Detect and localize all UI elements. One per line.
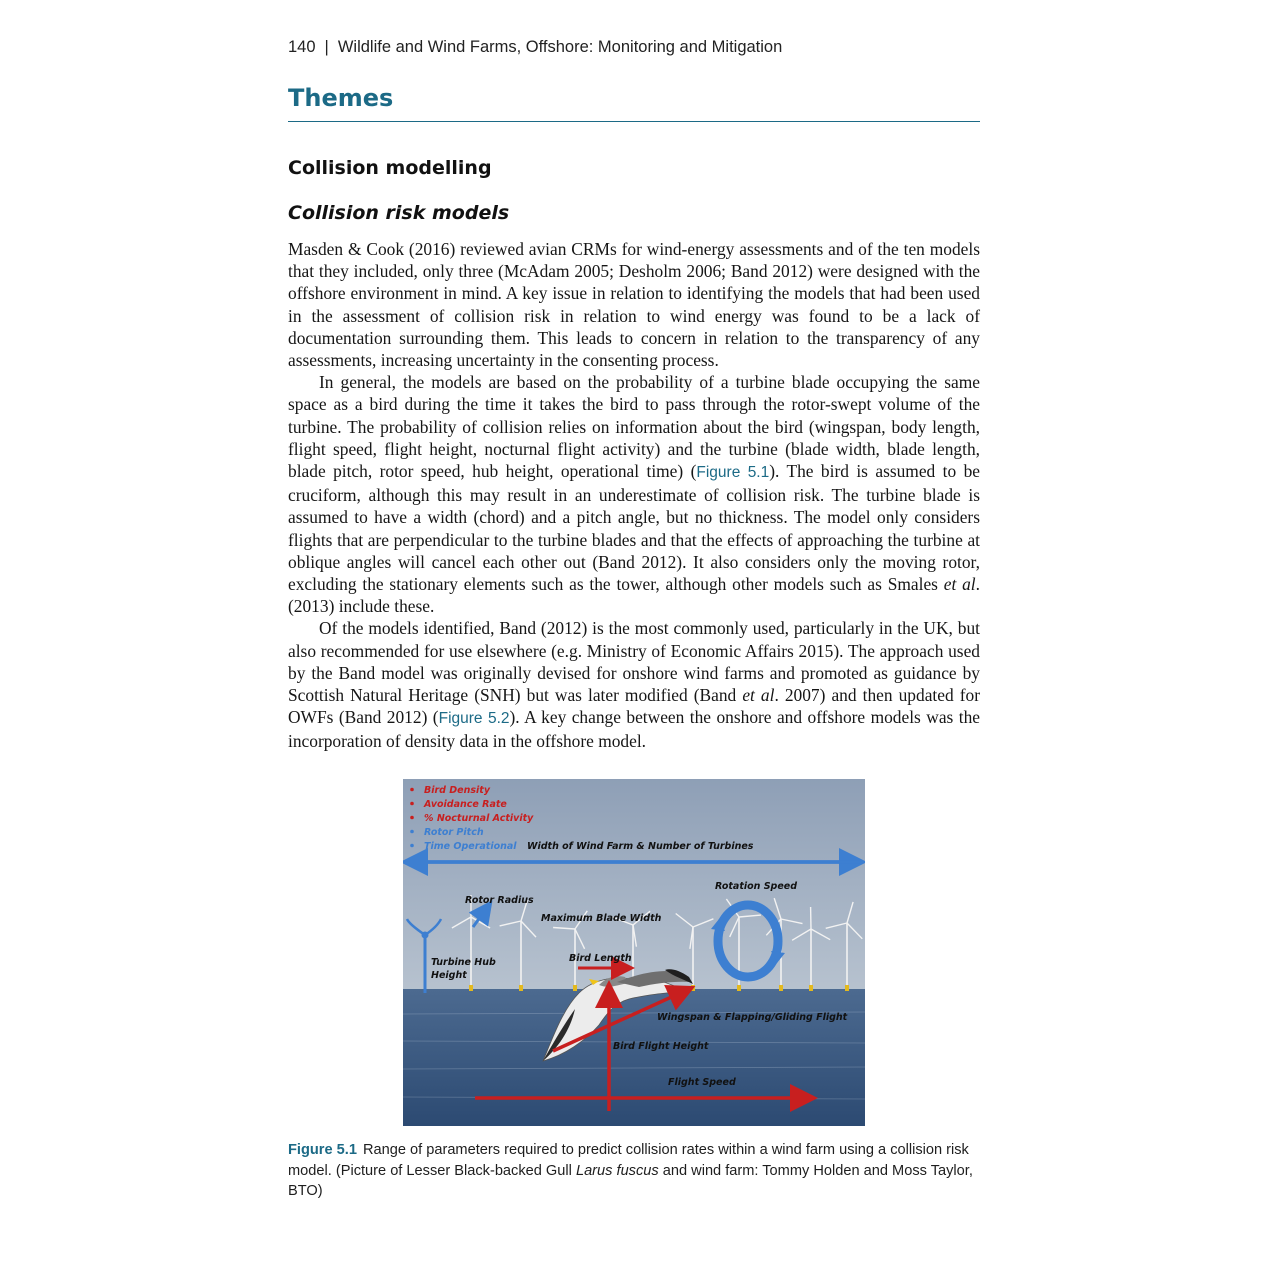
turbine-base bbox=[779, 985, 783, 991]
figure-caption bbox=[288, 1140, 980, 1202]
legend-item: Time Operational bbox=[424, 841, 517, 852]
bird-length-label: Bird Length bbox=[569, 953, 632, 964]
subsection-heading: Collision risk models bbox=[288, 202, 510, 224]
et-al-text: et al bbox=[943, 574, 976, 595]
legend-bullet bbox=[410, 802, 414, 806]
turbine-base bbox=[809, 985, 813, 991]
legend-bullet bbox=[410, 816, 414, 820]
flight-height-label: Bird Flight Height bbox=[613, 1041, 709, 1052]
figure-5-1 bbox=[403, 779, 865, 1126]
book-title: Wildlife and Wind Farms, Offshore: Monitoring and Mitigation bbox=[337, 38, 783, 56]
paragraph-2-text-c: . (2013) include these. bbox=[288, 574, 980, 617]
page-number: 140 bbox=[288, 38, 316, 56]
hub-height-label-line2: Height bbox=[431, 970, 467, 981]
chapter-title: Themes bbox=[288, 84, 394, 112]
sea-background bbox=[403, 989, 865, 1126]
max-blade-width-label: Maximum Blade Width bbox=[541, 913, 662, 924]
body-text bbox=[288, 238, 980, 753]
rotation-speed-label: Rotation Speed bbox=[715, 881, 798, 892]
running-head-separator: | bbox=[324, 38, 329, 56]
flight-speed-label: Flight Speed bbox=[668, 1077, 736, 1088]
figure-5-1-link[interactable]: Figure 5.1 bbox=[696, 464, 770, 482]
figure-5-2-link[interactable]: Figure 5.2 bbox=[438, 710, 510, 728]
legend-item: % Nocturnal Activity bbox=[424, 813, 534, 824]
title-rule bbox=[288, 121, 980, 122]
figure-illustration bbox=[403, 779, 865, 1126]
turbine-base bbox=[845, 985, 849, 991]
paragraph-2 bbox=[288, 371, 980, 617]
caption-text-b: and wind farm: Tommy Holden and Moss Taylor, BTO) bbox=[288, 1162, 973, 1199]
wingspan-label: Wingspan & Flapping/Gliding Flight bbox=[657, 1012, 848, 1023]
legend-bullet bbox=[410, 788, 414, 792]
caption-figure-label: Figure 5.1 bbox=[288, 1142, 357, 1158]
legend-item: Rotor Pitch bbox=[424, 827, 484, 838]
legend-item: Avoidance Rate bbox=[424, 799, 507, 810]
paragraph-1: Masden & Cook (2016) reviewed avian CRMs for wind-energy assessments and of the ten models that they included, only three (McAdam 2005; Desholm 2006; Band 2012) were designed with the offshore environment in mind. A key issue in relation to identifying the models that had been used in the assessment of collision risk in relation to wind energy was found to be a lack of documentation surrounding them. This leads to concern in relation to the transparency of any assessments, increasing uncertainty in the consenting process. bbox=[288, 239, 980, 371]
paragraph-2-text-a: In general, the models are based on the probability of a turbine blade occupying the same space as a bird during the time it takes the bird to pass through the rotor-swept volume of the turbine. The probability of collision relies on information about the bird (wingspan, body length, flight speed, flight height, nocturnal flight activity) and the turbine (blade width, blade length, blade pitch, rotor speed, hub height, operational time) ( bbox=[288, 372, 980, 482]
paragraph-2-text-b: ). The bird is assumed to be cruciform, although this may result in an underestimate of collision risk. The turbine blade is assumed to have a width (chord) and a pitch angle, but no thickness. The model only considers flights that are perpendicular to the turbine blades and that the effects of approaching the turbine at oblique angles will cancel each other out (Band 2012). It also considers only the moving rotor, excluding the stationary elements such as the tower, although other models such as Smales bbox=[288, 461, 980, 595]
turbine-base bbox=[469, 985, 473, 991]
running-head bbox=[288, 38, 980, 57]
hub-height-label-line1: Turbine Hub bbox=[431, 957, 496, 968]
paragraph-3-text-b: . 2007) and then updated for OWFs (Band 2012) ( bbox=[288, 685, 980, 728]
paragraph-3-text-c: ). A key change between the onshore and offshore models was the incorporation of density data in the offshore model. bbox=[288, 707, 980, 752]
paragraph-3 bbox=[288, 617, 980, 752]
legend-item: Bird Density bbox=[424, 785, 491, 796]
caption-species: Larus fuscus bbox=[575, 1162, 659, 1179]
legend-bullet bbox=[410, 830, 414, 834]
turbine-base bbox=[519, 985, 523, 991]
et-al-text: et al bbox=[742, 685, 775, 706]
wind-farm-width-label: Width of Wind Farm & Number of Turbines bbox=[527, 841, 754, 852]
legend-bullet bbox=[410, 844, 414, 848]
paragraph-3-text-a: Of the models identified, Band (2012) is the most commonly used, particularly in the UK, but also recommended for use elsewhere (e.g. Ministry of Economic Affairs 2015). The approach used by the Band model was originally devised for onshore wind farms and promoted as guidance by Scottish Natural Heritage (SNH) but was later modified (Band bbox=[288, 618, 980, 706]
rotor-radius-label: Rotor Radius bbox=[465, 895, 534, 906]
turbine-base bbox=[573, 985, 577, 991]
turbine-base bbox=[691, 985, 695, 991]
turbine-base bbox=[737, 985, 741, 991]
caption-text-a: Range of parameters required to predict collision rates within a wind farm using a collision risk model. (Picture of Lesser Black-backed Gull bbox=[288, 1142, 969, 1179]
section-heading: Collision modelling bbox=[288, 157, 492, 179]
